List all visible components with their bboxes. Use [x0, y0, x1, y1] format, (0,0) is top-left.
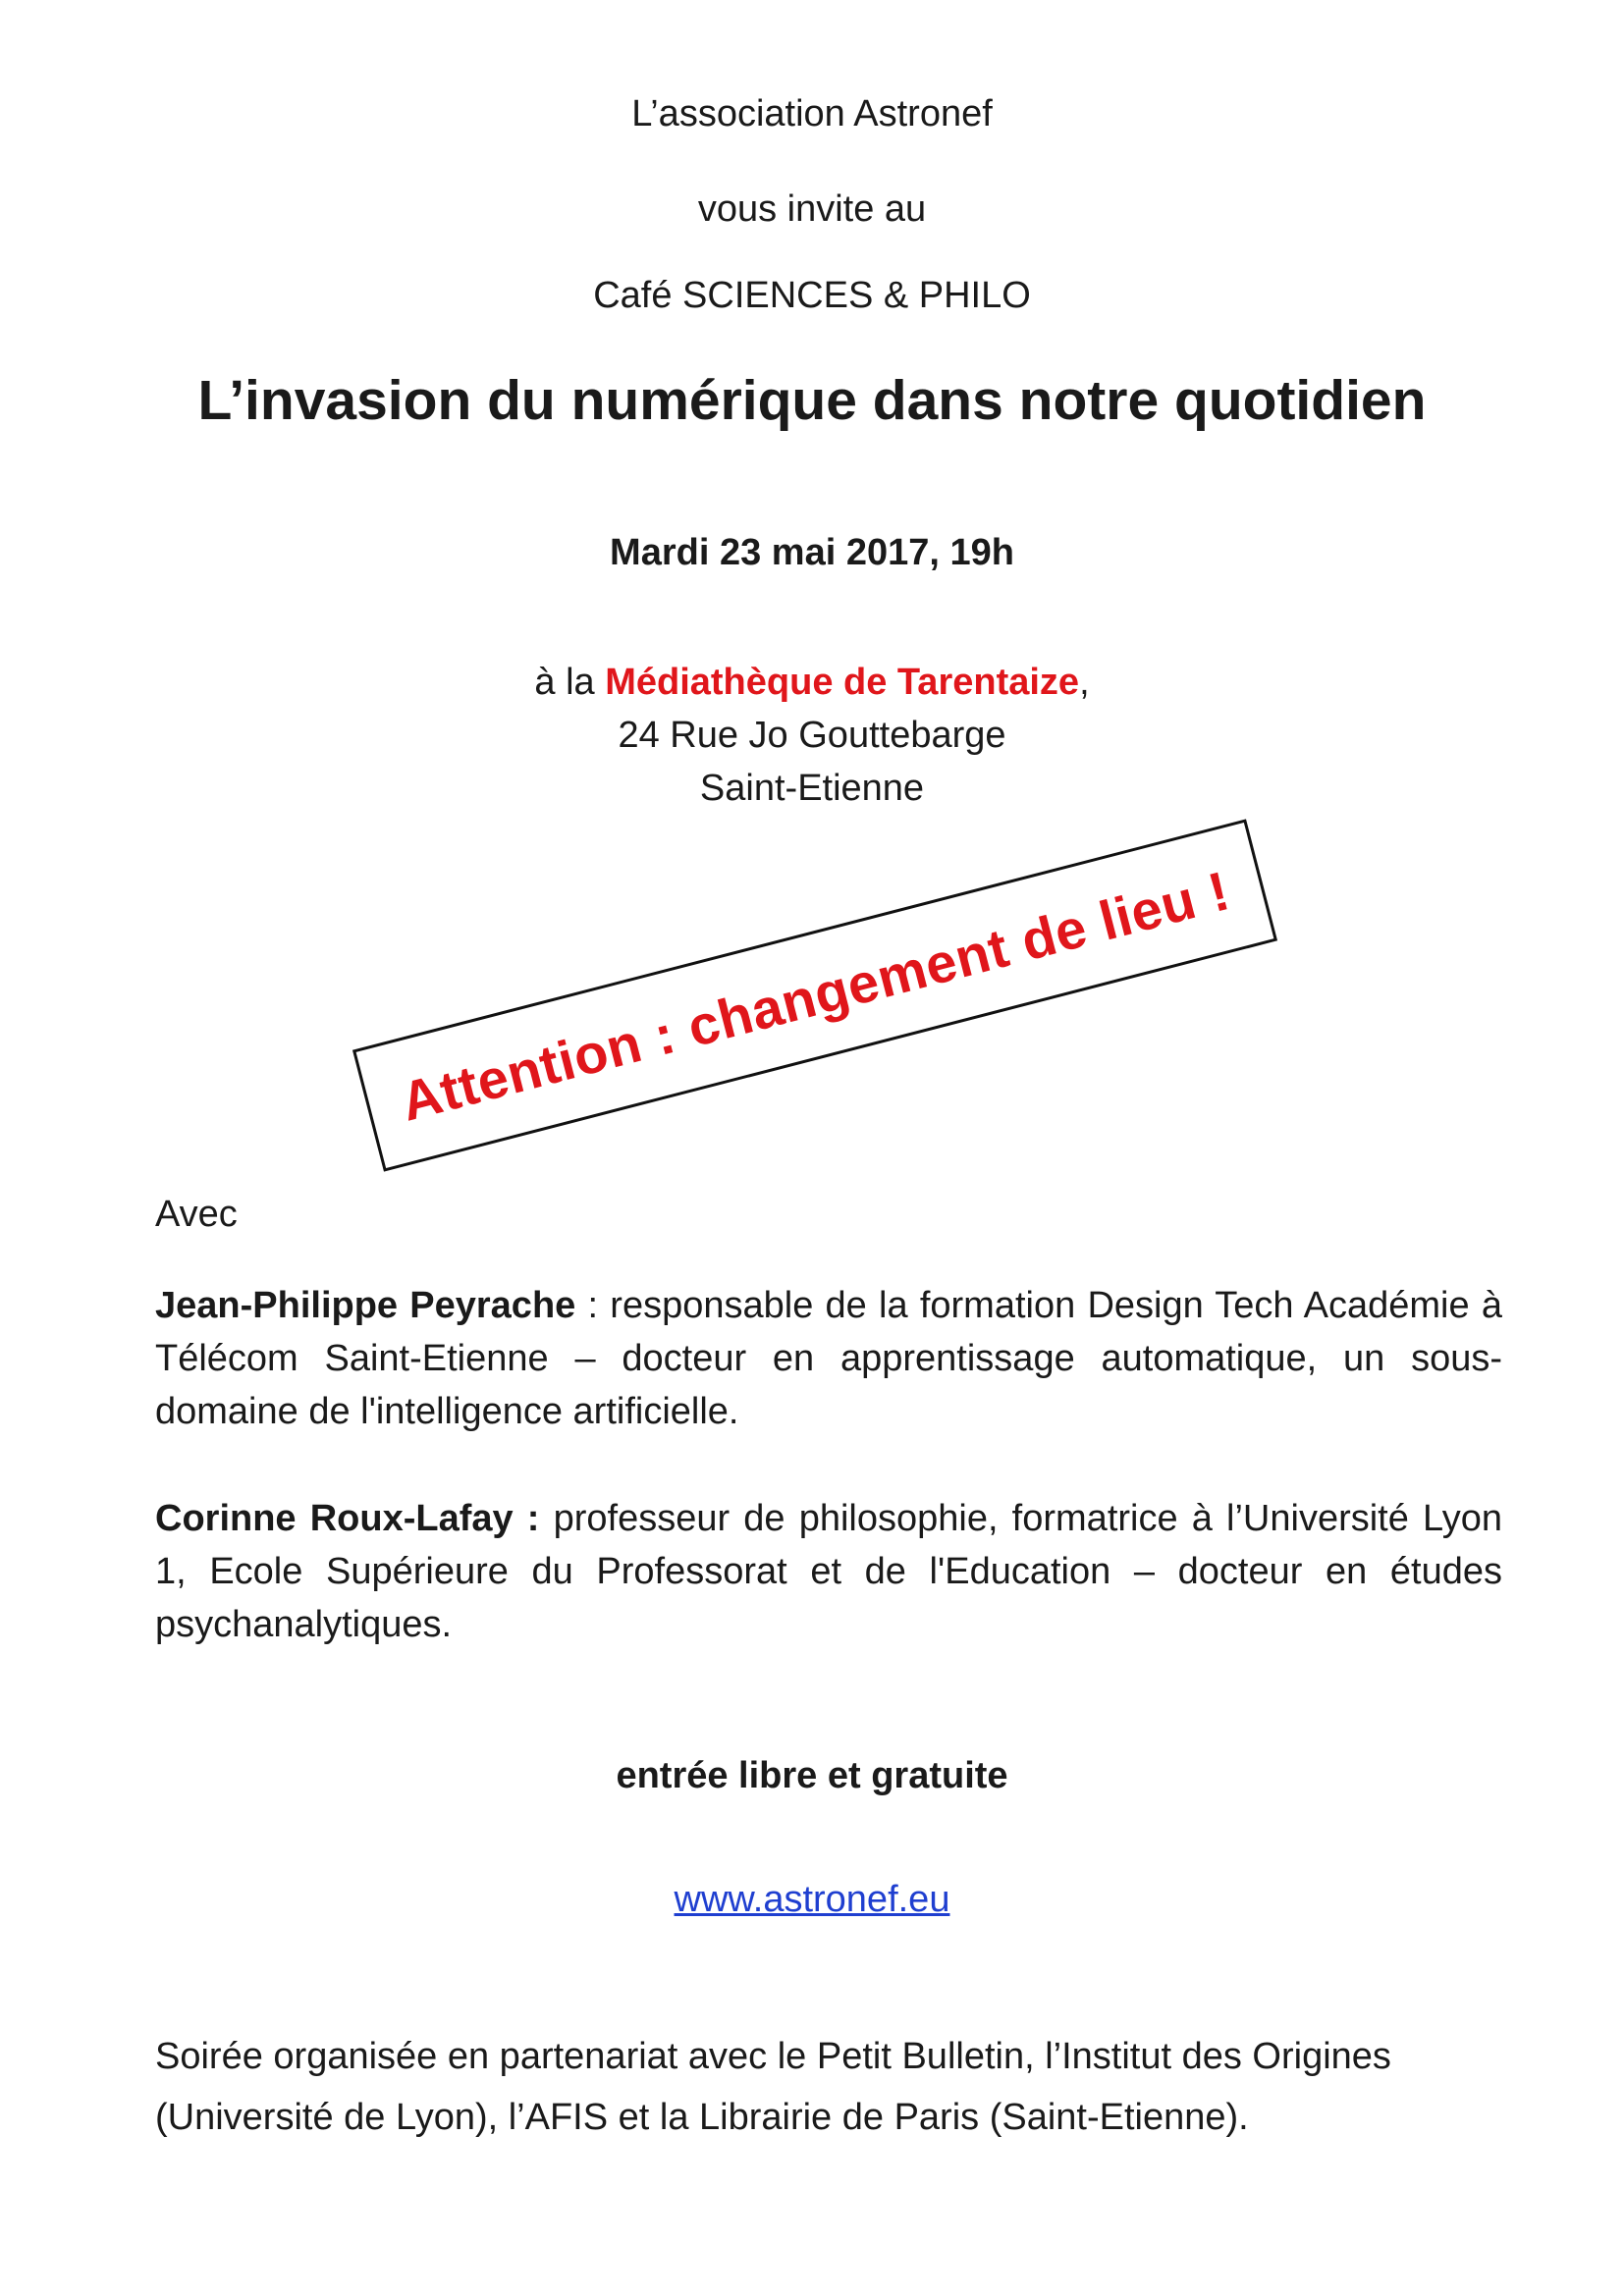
speaker-separator: :	[513, 1498, 554, 1539]
venue-line	[0, 656, 1624, 709]
venue-suffix: ,	[1079, 662, 1090, 703]
venue-change-stamp	[352, 819, 1277, 1171]
speaker-paragraph	[155, 1492, 1502, 1651]
invite-line: vous invite au	[697, 188, 927, 230]
website-line	[0, 1879, 1624, 1921]
speakers-intro: Avec	[155, 1194, 238, 1235]
speaker-paragraph	[155, 1279, 1502, 1438]
speaker-description: responsable de la formation Design Tech Académie à Télécom Saint-Etienne – docteur en apprentissage automatique, un sous-domaine de l'intelligence artificielle.	[155, 1285, 1502, 1432]
partners-footer: Soirée organisée en partenariat avec le Petit Bulletin, l’Institut des Origines (Université de Lyon), l’AFIS et la Librairie de Paris (Saint-Etienne).	[155, 2036, 1391, 2138]
stamp-text: Attention : changement de lieu !	[394, 858, 1236, 1133]
venue-name: Médiathèque de Tarentaize	[605, 662, 1080, 703]
speaker-name: Corinne Roux-Lafay	[155, 1498, 514, 1539]
venue-city: Saint-Etienne	[699, 768, 925, 809]
organizer-line: L’association Astronef	[631, 93, 993, 134]
entry-info: entrée libre et gratuite	[616, 1755, 1008, 1796]
website-link[interactable]: www.astronef.eu	[674, 1879, 950, 1920]
speaker-name: Jean-Philippe Peyrache	[155, 1285, 576, 1326]
venue-prefix: à la	[534, 662, 606, 703]
speaker-description: professeur de philosophie, formatrice à l’Université Lyon 1, Ecole Supérieure du Professorat et de l'Education – docteur en études psychanalytiques.	[155, 1498, 1503, 1645]
venue-block	[0, 656, 1624, 815]
event-title: L’invasion du numérique dans notre quotidien	[197, 369, 1427, 432]
event-series: Café SCIENCES & PHILO	[593, 275, 1031, 316]
venue-street: 24 Rue Jo Gouttebarge	[618, 715, 1006, 756]
event-date: Mardi 23 mai 2017, 19h	[610, 532, 1014, 573]
speaker-separator: :	[575, 1285, 611, 1326]
